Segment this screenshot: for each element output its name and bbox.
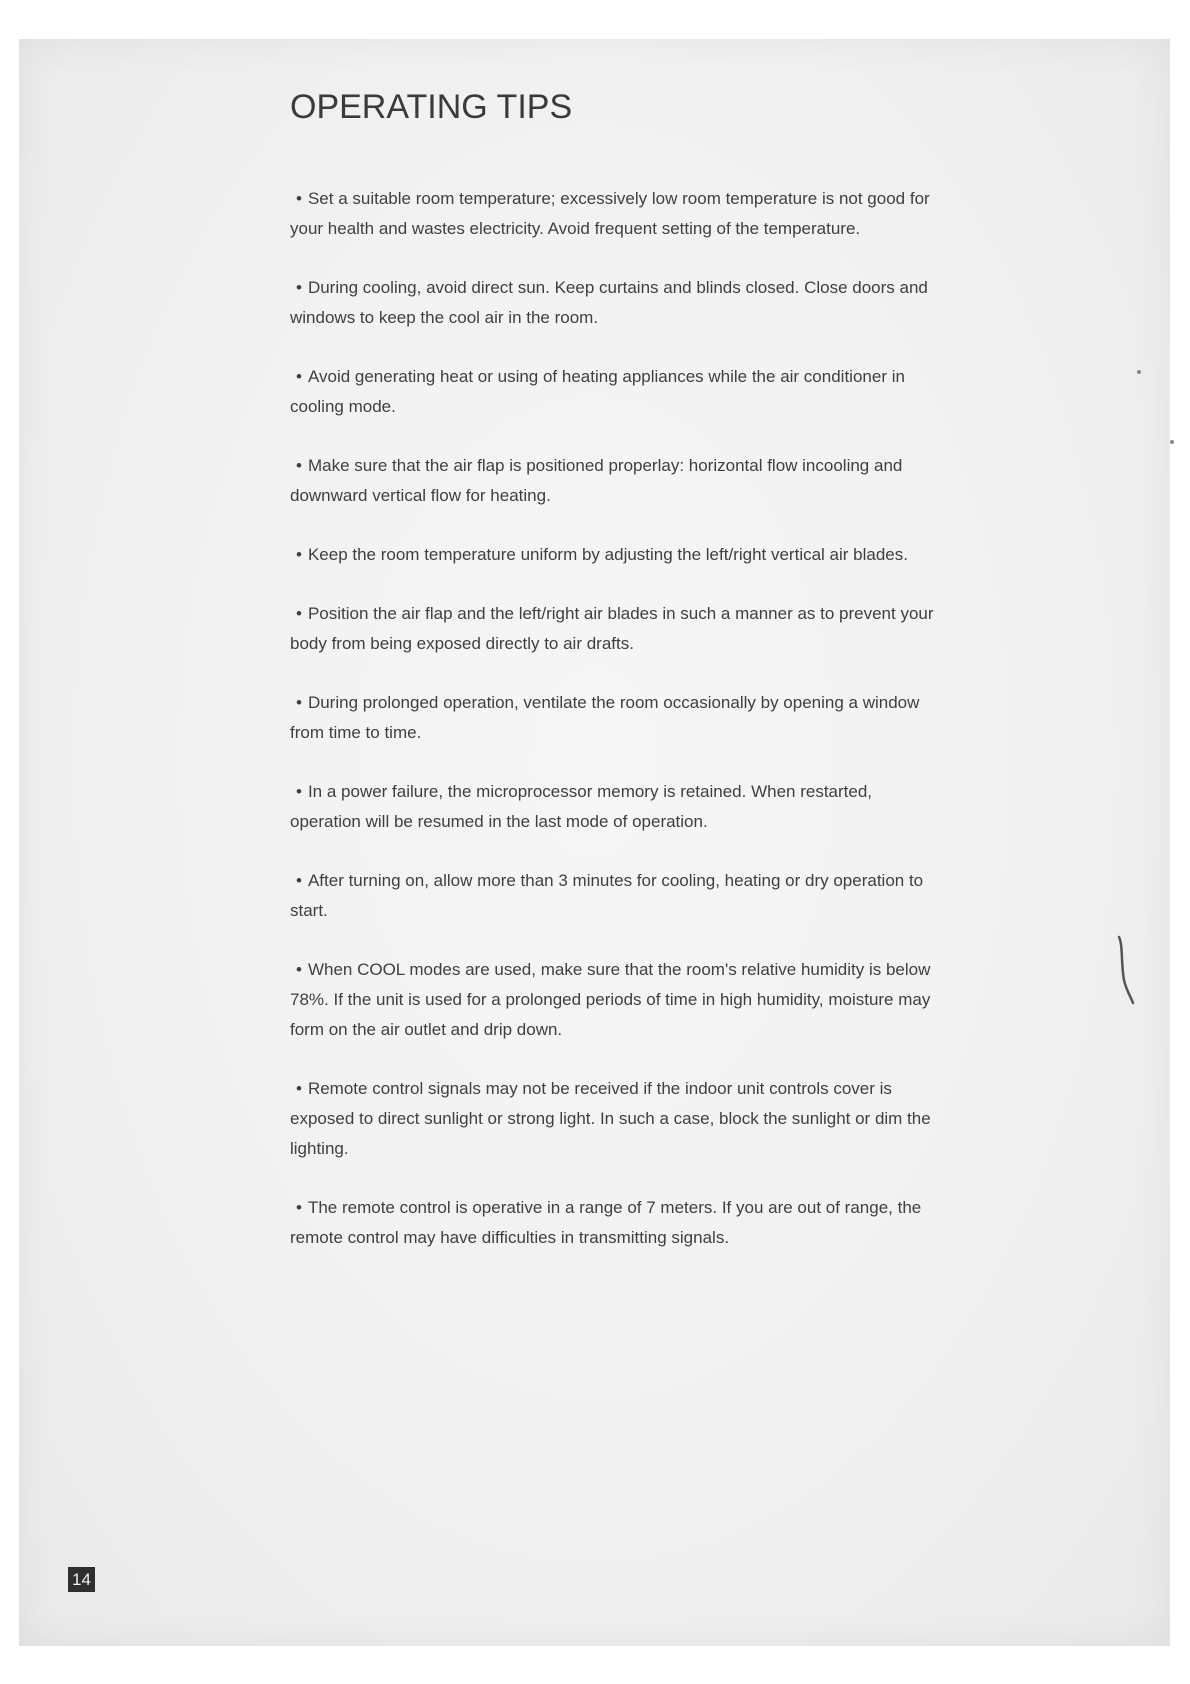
tip-text: During prolonged operation, ventilate the room occasionally by opening a window from time to time. [290,693,920,742]
tip-item [290,866,940,926]
bullet-icon: • [296,960,302,979]
tip-text: Remote control signals may not be received if the indoor unit controls cover is exposed to direct sunlight or strong light. In such a case, block the sunlight or dim the lighting. [290,1079,931,1158]
bullet-icon: • [296,604,302,623]
tip-text: Set a suitable room temperature; excessively low room temperature is not good for your health and wastes electricity. Avoid frequent setting of the temperature. [290,189,930,238]
page-number: 14 [68,1567,95,1592]
tip-text: Keep the room temperature uniform by adjusting the left/right vertical air blades. [307,545,908,564]
bullet-icon: • [296,693,302,712]
tip-text: After turning on, allow more than 3 minutes for cooling, heating or dry operation to start. [290,871,924,920]
tip-item [290,777,940,837]
scan-smudge-mark [1115,935,1135,1005]
bullet-icon: • [296,367,302,386]
bullet-icon: • [296,1079,302,1098]
tip-text: When COOL modes are used, make sure that the room's relative humidity is below 78%. If the unit is used for a prolonged periods of time in high humidity, moisture may form on the air outlet and drip down. [290,960,931,1039]
tips-list [290,184,940,1282]
tip-item [290,273,940,333]
bullet-icon: • [296,545,302,564]
tip-text: Make sure that the air flap is positioned properlay: horizontal flow incooling and downward vertical flow for heating. [290,456,903,505]
tip-item [290,1193,940,1253]
tip-text: During cooling, avoid direct sun. Keep curtains and blinds closed. Close doors and windows to keep the cool air in the room. [290,278,928,327]
tip-item [290,540,940,570]
tip-item [290,362,940,422]
bullet-icon: • [296,278,302,297]
tip-item [290,451,940,511]
bullet-icon: • [296,1198,302,1217]
page-title: OPERATING TIPS [290,88,573,126]
bullet-icon: • [296,456,302,475]
tip-item [290,1074,940,1164]
tip-item [290,955,940,1045]
bullet-icon: • [296,871,302,890]
tip-text: In a power failure, the microprocessor memory is retained. When restarted, operation will be resumed in the last mode of operation. [290,782,873,831]
tip-item [290,688,940,748]
tip-text: Position the air flap and the left/right air blades in such a manner as to prevent your body from being exposed directly to air drafts. [290,604,934,653]
scan-dust-mark [1137,370,1141,374]
scan-dust-mark [1170,440,1174,444]
tip-text: Avoid generating heat or using of heating appliances while the air conditioner in cooling mode. [290,367,905,416]
tip-item [290,184,940,244]
tip-text: The remote control is operative in a range of 7 meters. If you are out of range, the remote control may have difficulties in transmitting signals. [290,1198,922,1247]
tip-item [290,599,940,659]
bullet-icon: • [296,782,302,801]
bullet-icon: • [296,189,302,208]
